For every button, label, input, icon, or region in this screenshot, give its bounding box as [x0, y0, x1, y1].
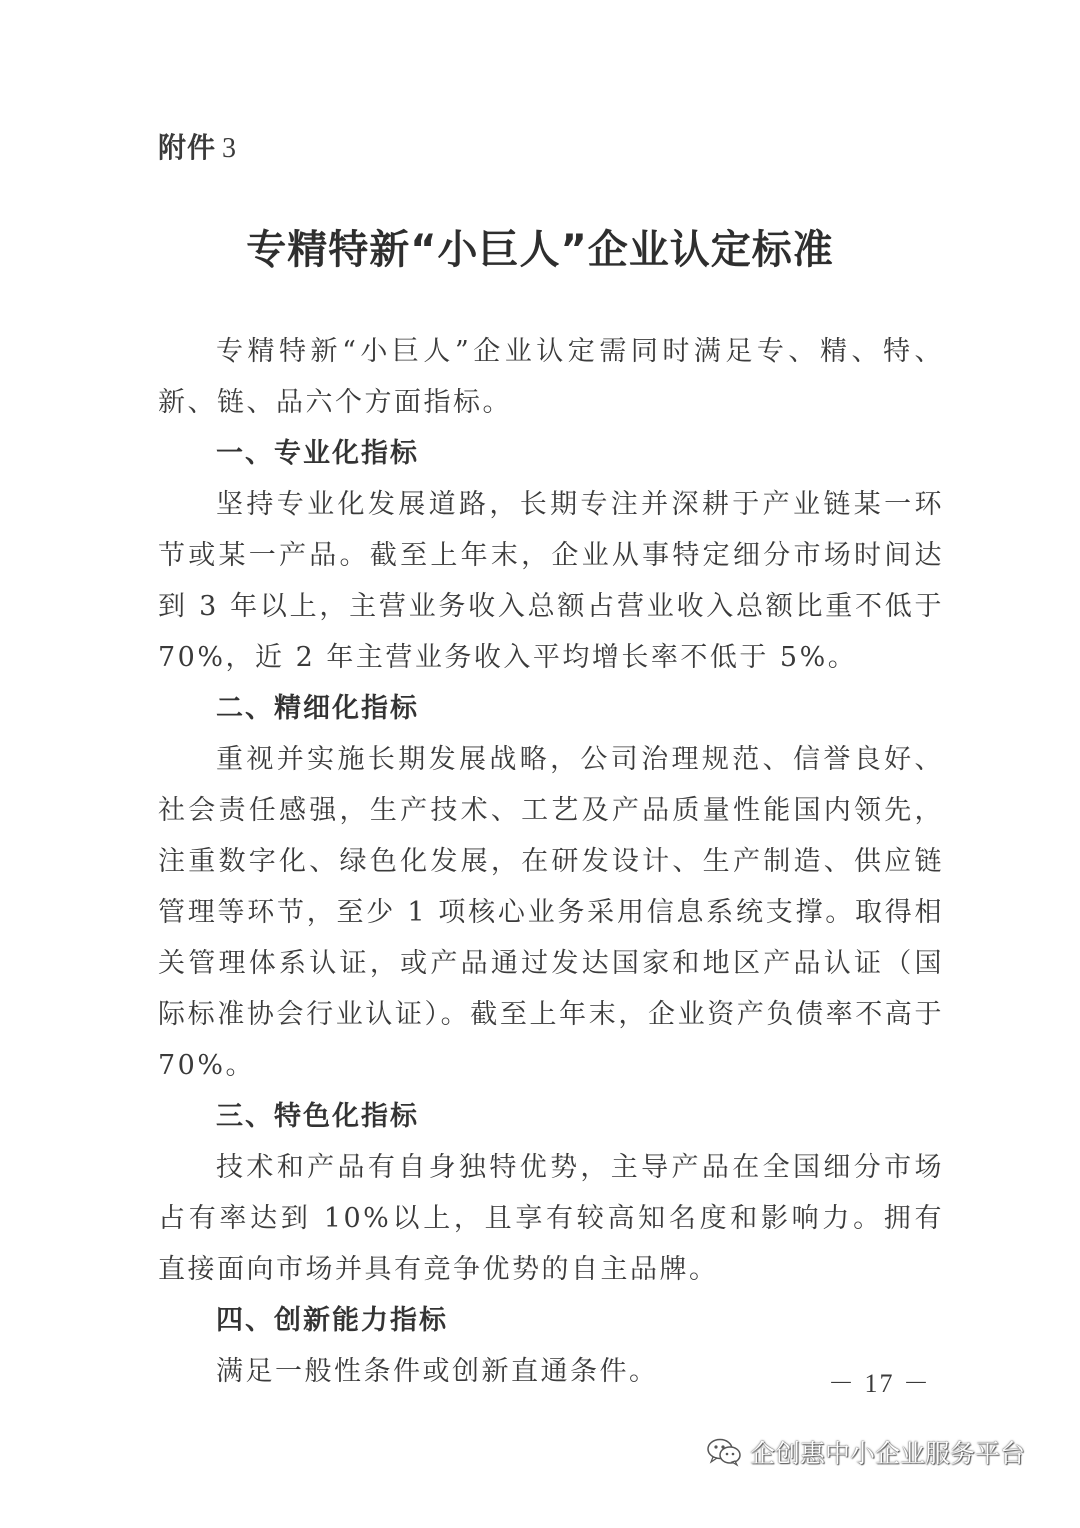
document-title: 专精特新“小巨人”企业认定标准	[246, 227, 834, 273]
attachment-label	[158, 126, 237, 166]
section-heading-specialization: 一、专业化指标	[216, 438, 419, 469]
document-body	[158, 326, 944, 1397]
attachment-label-text: 附件	[158, 131, 217, 164]
section-heading-refinement: 二、精细化指标	[216, 693, 419, 724]
attachment-number: 3	[222, 133, 238, 164]
section-body-characteristic: 技术和产品有自身独特优势，主导产品在全国细分市场占有率达到 10%以上，且享有较高知名度和影响力。拥有直接面向市场并具有竞争优势的自主品牌。	[158, 1152, 944, 1285]
section-body-innovation: 满足一般性条件或创新直通条件。	[216, 1356, 659, 1387]
section-heading-characteristic: 三、特色化指标	[216, 1101, 419, 1132]
section-heading-innovation: 四、创新能力指标	[216, 1305, 448, 1336]
intro-paragraph: 专精特新“小巨人”企业认定需同时满足专、精、特、新、链、品六个方面指标。	[158, 336, 944, 418]
watermark-text: 企创惠中小企业服务平台	[750, 1439, 1026, 1468]
section-body-specialization: 坚持专业化发展道路，长期专注并深耕于产业链某一环节或某一产品。截至上年末，企业从事特定细分市场时间达到 3 年以上，主营业务收入总额占营业收入总额比重不低于 70%，近 2 年主营业务收入平均增长率不低于 5%。	[158, 489, 944, 673]
section-body-refinement: 重视并实施长期发展战略，公司治理规范、信誉良好、社会责任感强，生产技术、工艺及产品质量性能国内领先，注重数字化、绿色化发展，在研发设计、生产制造、供应链管理等环节，至少 1 项核心业务采用信息系统支撑。取得相关管理体系认证，或产品通过发达国家和地区产品认证（国际标准协会行业认证）。截至上年末，企业资产负债率不高于 70%。	[158, 744, 944, 1081]
page-number: － 17 －	[828, 1369, 932, 1398]
watermark	[706, 1434, 1025, 1470]
wechat-icon	[706, 1437, 742, 1467]
